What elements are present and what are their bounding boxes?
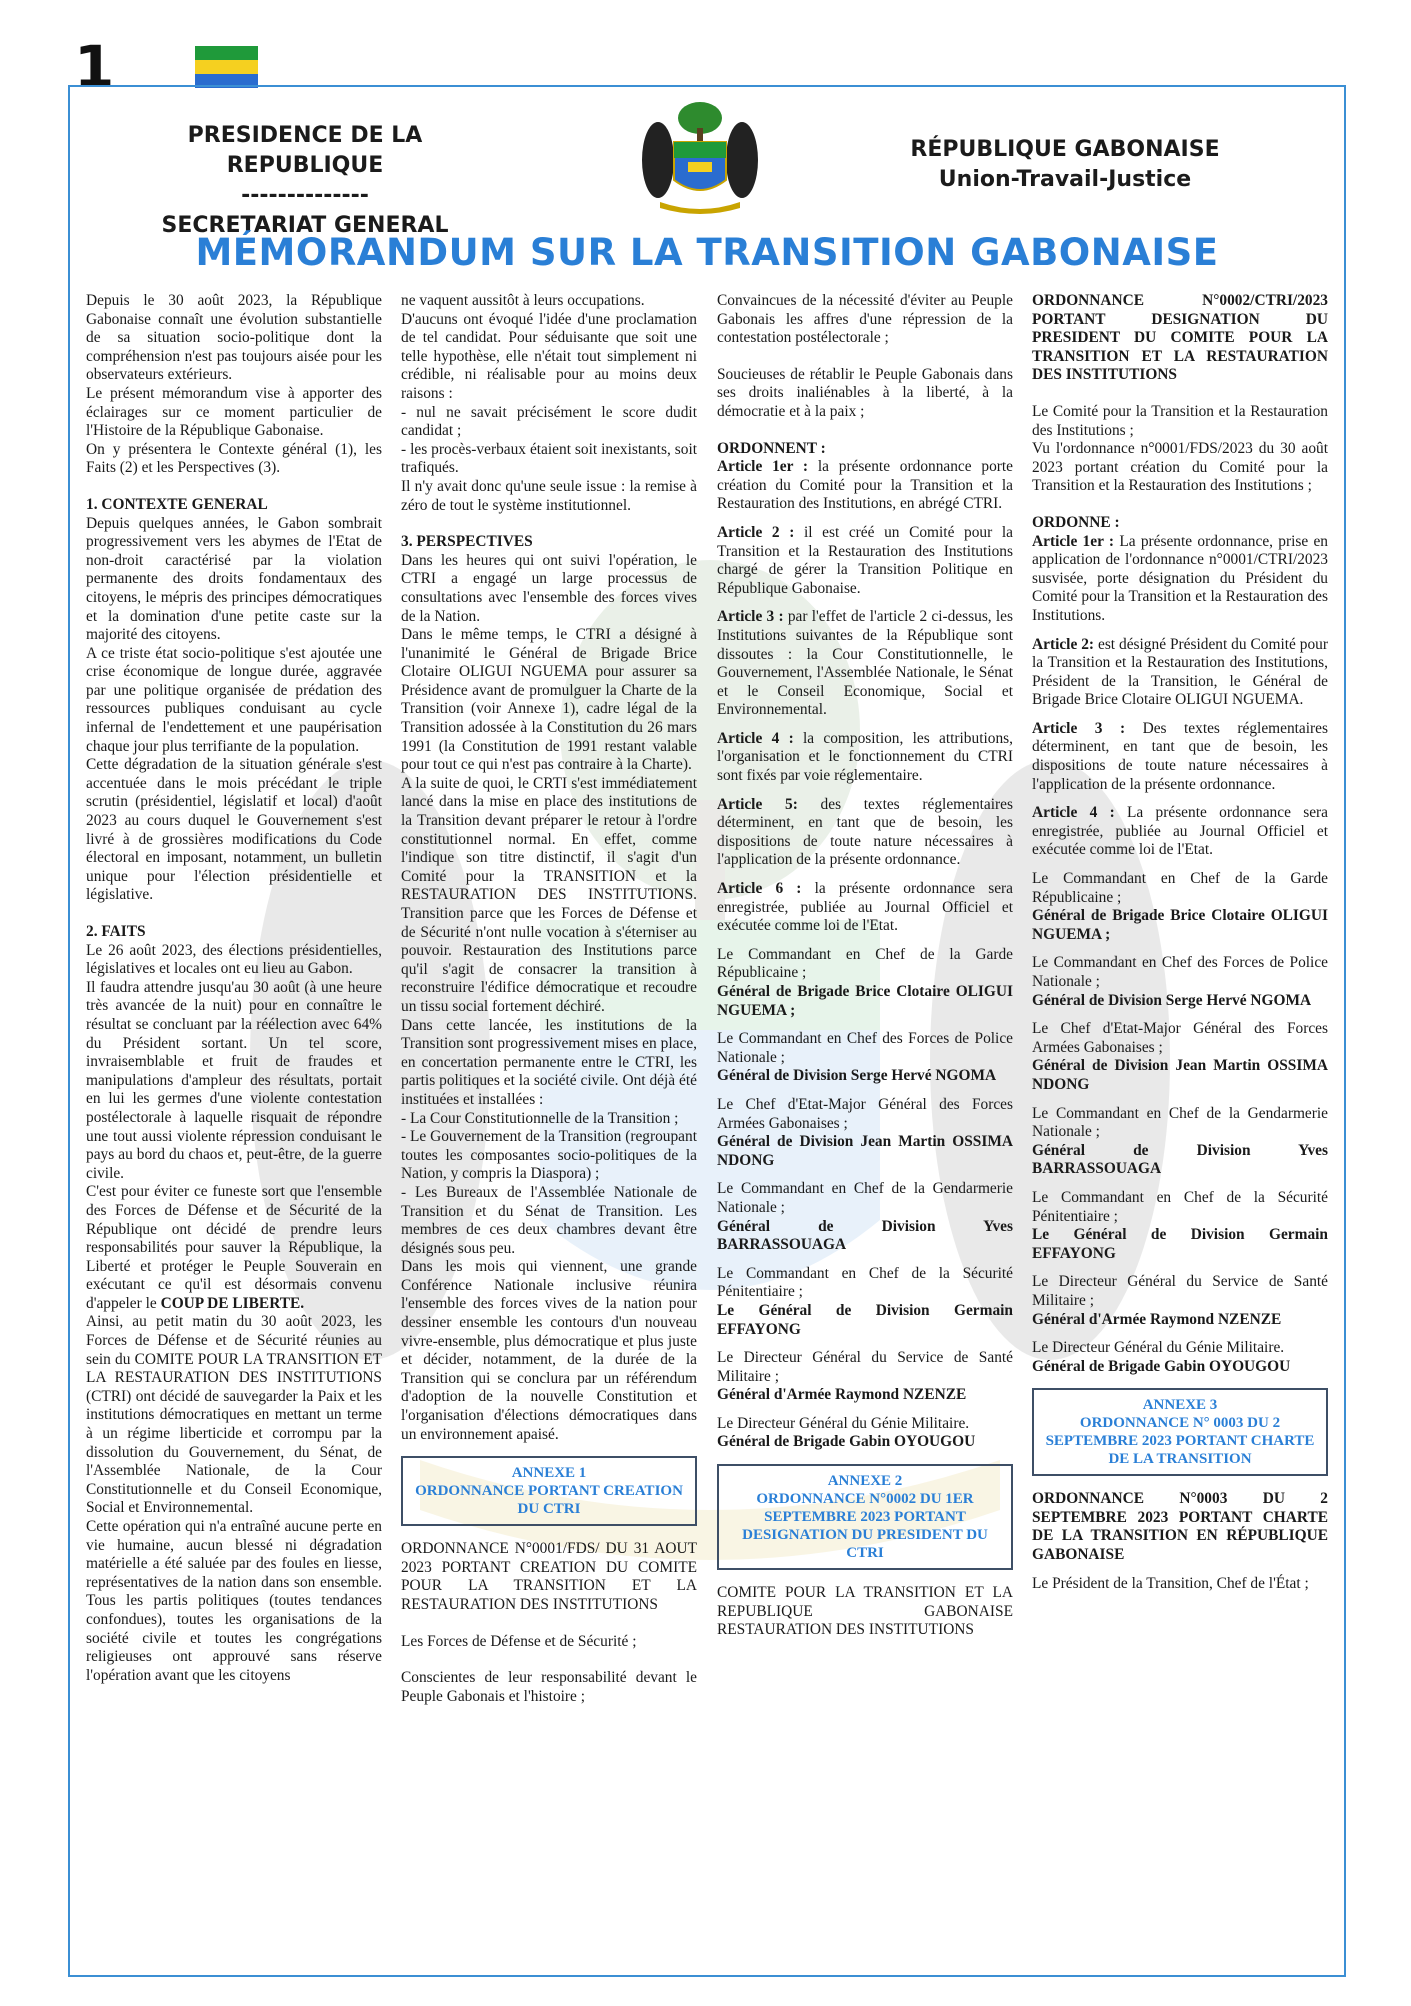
article-label: Article 5: (717, 795, 798, 813)
column-3 (717, 292, 1013, 1640)
paragraph: Depuis quelques années, le Gabon sombrait progressivement vers les abymes de l'Etat de non-droit caractérisé par la violation permanente des droits fondamentaux des citoyens, le mépris des principes démocratiques et la domination d'une petite caste sur la majorité des citoyens. (86, 514, 382, 644)
paragraph: Le Comité pour la Transition et la Restauration des Institutions ; (1032, 402, 1328, 439)
signatory-name: Général d'Armée Raymond NZENZE (1032, 1310, 1282, 1328)
signatory-role: Le Chef d'Etat-Major Général des Forces Armées Gabonaises ; (717, 1095, 1013, 1132)
article-text: des textes réglementaires déterminent, en tant que de besoin, les dispositions de toute nature nécessaires à l'application de la présente ordonnance. (717, 795, 1013, 869)
article-text: par l'effet de l'article 2 ci-dessus, les Institutions suivantes de la République sont dissoutes : la Cour Constitutionnelle, le Gouvernement, l'Assemblée Nationale, le Sénat et le Conseil Economique, Social et Environnemental. (717, 608, 1013, 719)
page-number: 1 (74, 33, 115, 101)
paragraph: - La Cour Constitutionnelle de la Transition ; (401, 1109, 679, 1127)
column-2 (401, 292, 697, 1706)
paragraph: Soucieuses de rétablir le Peuple Gabonais dans ses droits inaliénables à la liberté, à la démocratie et à la paix ; (717, 365, 1013, 420)
paragraph (86, 1183, 382, 1313)
annex-title: ORDONNANCE N° 0003 DU 2 SEPTEMBRE 2023 PORTANT CHARTE DE LA TRANSITION (1045, 1415, 1315, 1468)
signatory-role: Le Directeur Général du Génie Militaire. (1032, 1339, 1285, 1357)
article-label: Article 2 : (717, 523, 795, 541)
signatory-role: Le Commandant en Chef de la Garde Républicaine ; (717, 945, 1013, 982)
page-title: MÉMORANDUM SUR LA TRANSITION GABONAISE (195, 231, 1219, 274)
paragraph-text: C'est pour éviter ce funeste sort que l'ensemble des Forces de Défense et de Sécurité de la République ont décidé de prendre leurs responsabilités pour sauver la République, la Liberté et protéger le Peuple Souverain en exécutant ce qu'il est désormais convenu d'appeler le (86, 1183, 382, 1312)
article (717, 880, 1013, 936)
annex-title: ORDONNANCE PORTANT CREATION DU CTRI (415, 1483, 683, 1518)
ordonnance-heading: ORDONNANCE N°0002/CTRI/2023 PORTANT DESIGNATION DU PRESIDENT DU COMITE POUR LA TRANSITION ET LA RESTAURATION DES INSTITUTIONS (1032, 292, 1328, 384)
signatory-role: Le Directeur Général du Service de Santé Militaire ; (1032, 1273, 1328, 1309)
article (717, 608, 1013, 720)
signatory-role: Le Chef d'Etat-Major Général des Forces Armées Gabonaises ; (1032, 1020, 1328, 1056)
paragraph: A la suite de quoi, le CRTI s'est immédiatement lancé dans la mise en place des institutions de la Transition devant préparer le retour à l'ordre constitutionnel normal. En effet, comme l'indique son titre distinctif, il s'agit d'un Comité pour la TRANSITION et la RESTAURATION DES INSTITUTIONS. Transition parce que les Forces de Défense et de Sécurité n'ont nulle vocation à s'éterniser au pouvoir. Restauration des Institutions parce qu'il s'agit de consacrer la transition à reconstruire l'édifice démocratique et recoudre un tissu social fortement déchiré. (401, 774, 697, 1015)
signatory-name: Le Général de Division Germain EFFAYONG (717, 1301, 1013, 1338)
coup-de-liberte: COUP DE LIBERTE. (160, 1294, 305, 1312)
paragraph: Ainsi, au petit matin du 30 août 2023, les Forces de Défense et de Sécurité réunies au sein du COMITE POUR LA TRANSITION ET LA RESTAURATION DES INSTITUTIONS (CTRI) ont décidé de sauvegarder la Paix et les institutions démocratiques en mettant un terme à un régime liberticide et corrompu par la dissolution du Gouvernement, du Sénat, de l'Assemblée Nationale, de la Cour Constitutionnelle et du Conseil Economique, Social et Environnemental. (86, 1313, 382, 1517)
paragraph: - Les Bureaux de l'Assemblée Nationale de Transition et du Sénat de Transition. Les membres de ces deux chambres devant être désignés sous peu. (401, 1183, 697, 1257)
paragraph: Il n'y avait donc qu'une seule issue : la remise à zéro de tout le système institutionnel. (401, 477, 697, 514)
article-label: Article 1er : (1032, 532, 1115, 550)
article-text: la présente ordonnance porte création du Comité pour la Transition et la Restauration des Institutions, en abrégé CTRI. (717, 458, 1014, 513)
article-label: Article 4 : (717, 729, 794, 747)
paragraph: ORDONNANCE N°0001/FDS/ DU 31 AOUT 2023 PORTANT CREATION DU COMITE POUR LA TRANSITION ET LA RESTAURATION DES INSTITUTIONS (401, 1540, 697, 1613)
ordonnance-heading: ORDONNANCE N°0003 DU 2 SEPTEMBRE 2023 PORTANT CHARTE DE LA TRANSITION EN RÉPUBLIQUE GABONAISE (1032, 1490, 1328, 1564)
signatory-name: Général de Division Serge Hervé NGOMA (717, 1067, 997, 1085)
signatory-role: Le Commandant en Chef des Forces de Police Nationale ; (1032, 954, 1328, 990)
article (1032, 804, 1328, 860)
annex-label: ANNEXE 3 (1142, 1397, 1218, 1414)
paragraph: Il faudra attendre jusqu'au 30 août (à une heure très avancée de la nuit) pour en connaître le résultat se concluant par la réélection avec 64% du Président sortant. Un tel score, invraisemblable et fruit de fraudes et manipulations d'ampleur des résultats, portait en lui les germes d'une violente contestation postélectorale à laquelle risquait de répondre une tout aussi violente répression conduisant le pays au bord du chaos et, peut-être, de la guerre civile. (86, 978, 382, 1182)
paragraph: Le 26 août 2023, des élections présidentielles, législatives et locales ont eu lieu au Gabon. (86, 941, 382, 978)
article-text: il est créé un Comité pour la Transition et la Restauration des Institutions chargé de gérer la Transition Politique en République Gabonaise. (717, 523, 1013, 597)
article (717, 458, 1013, 514)
article (1032, 720, 1328, 794)
article (717, 730, 1013, 786)
header-motto: Union-Travail-Justice (938, 167, 1192, 192)
signatory-role: Le Commandant en Chef de la Garde Républicaine ; (1032, 870, 1328, 906)
article-label: Article 6 : (717, 880, 802, 898)
paragraph: - nul ne savait précisément le score dudit candidat ; (401, 403, 697, 440)
signatory-role: Le Commandant en Chef de la Gendarmerie Nationale ; (717, 1180, 1013, 1216)
coat-of-arms-icon (630, 98, 770, 218)
paragraph: On y présentera le Contexte général (1), les Faits (2) et les Perspectives (3). (86, 440, 382, 477)
paragraph: Dans cette lancée, les institutions de la Transition sont progressivement mises en place, en concertation permanente entre le CTRI, les partis politiques et la société civile. Ont déjà été instituées et installées : (401, 1016, 697, 1108)
paragraph: - Le Gouvernement de la Transition (regroupant toutes les composantes socio-politiques de la Nation, y compris la Diaspora) ; (401, 1128, 697, 1183)
header-republique: RÉPUBLIQUE GABONAISE (910, 137, 1220, 162)
article-text: la composition, les attributions, l'organisation et le fonctionnement du CTRI sont fixés par voie réglementaire. (717, 729, 1013, 785)
article (717, 796, 1013, 870)
header-right (910, 135, 1220, 195)
article (717, 524, 1013, 598)
paragraph: Dans les heures qui ont suivi l'opération, le CTRI a engagé un large processus de consultations avec l'ensemble des forces vives de la Nation. (401, 551, 697, 625)
article-text: Des textes réglementaires déterminent, en tant que de besoin, les dispositions de toute nature nécessaires à l'application de la présente ordonnance. (1032, 719, 1328, 793)
signatory-role: Le Commandant en Chef des Forces de Police Nationale ; (717, 1030, 1013, 1066)
header-separator: -------------- (241, 183, 369, 208)
header-secretariat: SECRETARIAT GENERAL (161, 213, 449, 238)
flag-stripe-green (195, 46, 258, 60)
annex-1-box (401, 1456, 697, 1526)
signatory-name: Général de Brigade Brice Clotaire OLIGUI NGUEMA ; (1032, 907, 1328, 943)
paragraph: COMITE POUR LA TRANSITION ET LA REPUBLIQUE GABONAISE RESTAURATION DES INSTITUTIONS (717, 1584, 1013, 1639)
header-presidence: PRESIDENCE DE LA REPUBLIQUE (187, 123, 423, 178)
header-left (120, 121, 490, 241)
paragraph: Le Président de la Transition, Chef de l'État ; (1032, 1574, 1309, 1592)
signatory-role: Le Directeur Général du Génie Militaire. (717, 1414, 970, 1432)
section-heading-contexte: 1. CONTEXTE GENERAL (86, 495, 268, 513)
signatory-role: Le Commandant en Chef de la Sécurité Pénitentiaire ; (1032, 1188, 1328, 1225)
signatory-name: Général de Brigade Gabin OYOUGOU (717, 1433, 976, 1451)
paragraph: Convaincues de la nécessité d'éviter au Peuple Gabonais les affres d'une répression de la contestation postélectorale ; (717, 292, 1013, 347)
section-heading-faits: 2. FAITS (86, 923, 146, 940)
signatory-name: Général de Brigade Brice Clotaire OLIGUI NGUEMA ; (717, 983, 1013, 1019)
paragraph: D'aucuns ont évoqué l'idée d'une proclamation de tel candidat. Pour séduisante que soit une telle hypothèse, elle n'était tout simplement ni crédible, ni réalisable pour au moins deux raisons : (401, 310, 697, 402)
ordonnent-heading: ORDONNENT : (717, 439, 826, 457)
signatory-name: Général de Division Yves BARRASSOUAGA (1032, 1141, 1328, 1178)
signatory-role: Le Commandant en Chef de la Sécurité Pénitentiaire ; (717, 1264, 1013, 1301)
article-label: Article 2: (1032, 635, 1095, 653)
article-text: La présente ordonnance, prise en application de l'ordonnance n°0001/CTRI/2023 susvisée, porte désignation du Président du Comité pour la Transition et la Restauration des Institutions. (1032, 532, 1329, 624)
signatory-name: Général d'Armée Raymond NZENZE (717, 1386, 967, 1404)
article-label: Article 4 : (1032, 804, 1115, 822)
column-1 (86, 292, 382, 1685)
paragraph: Les Forces de Défense et de Sécurité ; (401, 1632, 637, 1650)
section-heading-perspectives: 3. PERSPECTIVES (401, 533, 533, 551)
paragraph: Depuis le 30 août 2023, la République Gabonaise connaît une évolution substantielle de sa situation socio-politique dont la compréhension n'est pas toujours aisée pour les observateurs extérieurs. (86, 292, 382, 384)
paragraph: Dans le même temps, le CTRI a désigné à l'unanimité le Général de Brigade Brice Clotaire OLIGUI NGUEMA pour assurer sa Présidence avant de promulguer la Charte de la Transition (voir Annexe 1), cadre légal de la Transition adossée à la Constitution du 26 mars 1991 (la Constitution de 1991 restant valable pour tout ce qui n'est pas contraire à la Charte). (401, 626, 697, 774)
signatory-role: Le Directeur Général du Service de Santé Militaire ; (717, 1349, 1013, 1385)
article-text: est désigné Président du Comité pour la Transition et la Restauration des Institutions, Président de la Transition, le Général de Brigade Brice Clotaire OLIGUI NGUEMA. (1032, 635, 1328, 709)
signatory-role: Le Commandant en Chef de la Gendarmerie Nationale ; (1032, 1104, 1328, 1141)
gabon-flag (195, 46, 258, 88)
article-label: Article 1er : (717, 458, 809, 476)
annex-3-box (1032, 1388, 1328, 1476)
paragraph: Cette opération qui n'a entraîné aucune perte en vie humaine, aucun blessé ni dégradation matérielle a été saluée par des foules en liesse, représentatives de la nation dans son ensemble. Tous les partis politiques (toutes tendances confondues), toutes les organisations de la société civile et toutes les congrégations religieuses ont approuvé sans réserve l'opération avant que les citoyens (86, 1518, 382, 1684)
signatory-name: Général de Division Serge Hervé NGOMA (1032, 991, 1312, 1009)
article-text: la présente ordonnance sera enregistrée, publiée au Journal Officiel et exécutée comme loi de l'Etat. (717, 880, 1013, 935)
article (1032, 636, 1328, 710)
article-text: La présente ordonnance sera enregistrée, publiée au Journal Officiel et exécutée comme loi de l'Etat. (1032, 804, 1328, 859)
paragraph: Vu l'ordonnance n°0001/FDS/2023 du 30 août 2023 portant création du Comité pour la Transition et la Restauration des Institutions ; (1032, 440, 1328, 495)
signatory-name: Général de Division Jean Martin OSSIMA NDONG (1032, 1057, 1328, 1093)
column-4 (1032, 292, 1328, 1593)
paragraph: Cette dégradation de la situation générale s'est accentuée dans le mois précédant le triple scrutin (présidentiel, législatif et local) d'août 2023 au cours duquel le Gouvernement s'est livré à de grossières modifications du Code électoral en imposant, notamment, un bulletin unique pour l'élection présidentielle et législative. (86, 756, 382, 904)
annex-title: ORDONNANCE N°0002 DU 1ER SEPTEMBRE 2023 PORTANT DESIGNATION DU PRESIDENT DU CTRI (742, 1491, 988, 1562)
annex-label: ANNEXE 1 (511, 1465, 587, 1482)
paragraph: A ce triste état socio-politique s'est ajoutée une crise économique de longue durée, aggravée par une politique organisée de prédation des ressources publiques conduisant au cycle infernal de l'endettement et une paupérisation chaque jour plus terrifiante de la population. (86, 644, 382, 755)
paragraph: ne vaquent aussitôt à leurs occupations. (401, 292, 645, 309)
annex-2-box (717, 1464, 1013, 1570)
article (1032, 533, 1328, 626)
ordonne-heading: ORDONNE : (1032, 513, 1120, 531)
article-label: Article 3 : (1032, 719, 1126, 737)
paragraph: - les procès-verbaux étaient soit inexistants, soit trafiqués. (401, 440, 697, 477)
signatory-name: Général de Brigade Gabin OYOUGOU (1032, 1357, 1291, 1375)
annex-label: ANNEXE 2 (827, 1473, 903, 1490)
paragraph: Conscientes de leur responsabilité devant le Peuple Gabonais et l'histoire ; (401, 1669, 697, 1705)
article-label: Article 3 : (717, 608, 784, 626)
signatory-name: Général de Division Yves BARRASSOUAGA (717, 1217, 1013, 1254)
signatory-name: Général de Division Jean Martin OSSIMA NDONG (717, 1133, 1013, 1169)
flag-stripe-yellow (195, 60, 258, 74)
paragraph: Le présent mémorandum vise à apporter des éclairages sur ce moment particulier de l'Histoire de la République Gabonaise. (86, 384, 382, 440)
signatory-name: Le Général de Division Germain EFFAYONG (1032, 1226, 1328, 1262)
paragraph: Dans les mois qui viennent, une grande Conférence Nationale inclusive réunira l'ensemble des forces vives de la nation pour dessiner ensemble les contours d'un nouveau vivre-ensemble, plus démocratique et plus juste et décider, notamment, de la durée de la Transition qui se conclura par un référendum d'adoption de la nouvelle Constitution et l'organisation d'élections démocratiques dans un environnement apaisé. (401, 1258, 697, 1443)
